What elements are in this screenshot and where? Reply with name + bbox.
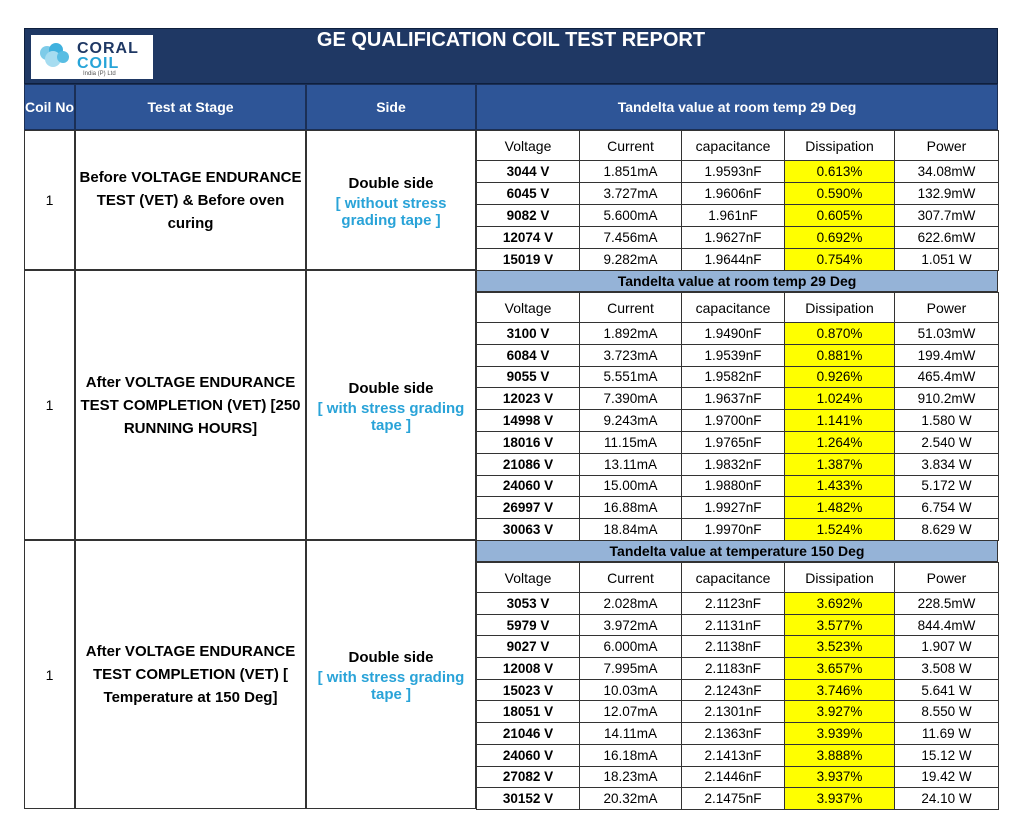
dissipation-cell: 1.024% — [785, 388, 895, 410]
capacitance-cell: 2.1446nF — [682, 766, 785, 788]
voltage-cell: 3100 V — [477, 323, 580, 345]
dissipation-cell: 3.939% — [785, 723, 895, 745]
current-cell: 9.243mA — [580, 410, 682, 432]
side-main: Double side — [348, 649, 434, 666]
voltage-cell: 5979 V — [477, 614, 580, 636]
table-row — [477, 227, 999, 249]
table-row — [477, 366, 999, 388]
table-row — [477, 344, 999, 366]
column-header: capacitance — [682, 563, 785, 593]
power-cell: 228.5mW — [895, 593, 999, 615]
capacitance-cell: 2.1413nF — [682, 744, 785, 766]
table-row — [477, 519, 999, 541]
capacitance-cell: 1.9582nF — [682, 366, 785, 388]
power-cell: 8.629 W — [895, 519, 999, 541]
power-cell: 5.641 W — [895, 679, 999, 701]
dissipation-cell: 0.590% — [785, 183, 895, 205]
voltage-cell: 12023 V — [477, 388, 580, 410]
column-header: Power — [895, 563, 999, 593]
current-cell: 5.551mA — [580, 366, 682, 388]
voltage-cell: 18016 V — [477, 431, 580, 453]
power-cell: 910.2mW — [895, 388, 999, 410]
capacitance-cell: 1.9637nF — [682, 388, 785, 410]
power-cell: 15.12 W — [895, 744, 999, 766]
table-row — [477, 593, 999, 615]
header-side: Side — [306, 84, 476, 130]
dissipation-cell: 1.141% — [785, 410, 895, 432]
column-header: capacitance — [682, 293, 785, 323]
power-cell: 1.580 W — [895, 410, 999, 432]
current-cell: 7.390mA — [580, 388, 682, 410]
side-description — [306, 540, 476, 809]
test-stage-description: After VOLTAGE ENDURANCE TEST COMPLETION (VET) [ Temperature at 150 Deg] — [75, 540, 306, 809]
voltage-cell: 18051 V — [477, 701, 580, 723]
dissipation-cell: 1.264% — [785, 431, 895, 453]
capacitance-cell: 1.9970nF — [682, 519, 785, 541]
header-coil-no: Coil No — [24, 84, 75, 130]
dissipation-cell: 1.433% — [785, 475, 895, 497]
power-cell: 11.69 W — [895, 723, 999, 745]
voltage-cell: 3044 V — [477, 161, 580, 183]
voltage-cell: 6084 V — [477, 344, 580, 366]
capacitance-cell: 1.9490nF — [682, 323, 785, 345]
voltage-cell: 12008 V — [477, 658, 580, 680]
voltage-cell: 15023 V — [477, 679, 580, 701]
current-cell: 6.000mA — [580, 636, 682, 658]
capacitance-cell: 1.9832nF — [682, 453, 785, 475]
table-row — [477, 701, 999, 723]
capacitance-cell: 2.1363nF — [682, 723, 785, 745]
side-description — [306, 270, 476, 540]
capacitance-cell: 1.9539nF — [682, 344, 785, 366]
power-cell: 622.6mW — [895, 227, 999, 249]
table-row — [477, 249, 999, 271]
dissipation-cell: 3.927% — [785, 701, 895, 723]
capacitance-cell: 1.9765nF — [682, 431, 785, 453]
capacitance-cell: 2.1138nF — [682, 636, 785, 658]
column-header: capacitance — [682, 131, 785, 161]
voltage-cell: 14998 V — [477, 410, 580, 432]
table-row — [477, 636, 999, 658]
dissipation-cell: 1.524% — [785, 519, 895, 541]
side-main: Double side — [348, 174, 434, 192]
capacitance-cell: 2.1301nF — [682, 701, 785, 723]
column-header: Dissipation — [785, 563, 895, 593]
column-header: Power — [895, 131, 999, 161]
column-header: Voltage — [477, 131, 580, 161]
current-cell: 3.972mA — [580, 614, 682, 636]
test-stage-description: After VOLTAGE ENDURANCE TEST COMPLETION (VET) [250 RUNNING HOURS] — [75, 270, 306, 540]
dissipation-cell: 0.605% — [785, 205, 895, 227]
side-sub: [ with stress grading tape ] — [317, 399, 465, 434]
capacitance-cell: 1.9927nF — [682, 497, 785, 519]
voltage-cell: 30063 V — [477, 519, 580, 541]
capacitance-cell: 1.9593nF — [682, 161, 785, 183]
table-row — [477, 205, 999, 227]
side-sub: [ with stress grading tape ] — [317, 669, 465, 703]
dissipation-cell: 0.870% — [785, 323, 895, 345]
capacitance-cell: 2.1475nF — [682, 788, 785, 810]
capacitance-cell: 1.9700nF — [682, 410, 785, 432]
dissipation-cell: 3.746% — [785, 679, 895, 701]
table-row — [477, 388, 999, 410]
table-row — [477, 766, 999, 788]
table-row — [477, 431, 999, 453]
table-row — [477, 497, 999, 519]
current-cell: 5.600mA — [580, 205, 682, 227]
voltage-cell: 12074 V — [477, 227, 580, 249]
power-cell: 1.051 W — [895, 249, 999, 271]
column-header: Voltage — [477, 293, 580, 323]
current-cell: 18.23mA — [580, 766, 682, 788]
current-cell: 16.18mA — [580, 744, 682, 766]
voltage-cell: 9027 V — [477, 636, 580, 658]
capacitance-cell: 1.9644nF — [682, 249, 785, 271]
tandelta-section-header: Tandelta value at temperature 150 Deg — [476, 540, 998, 562]
voltage-cell: 21046 V — [477, 723, 580, 745]
power-cell: 5.172 W — [895, 475, 999, 497]
power-cell: 34.08mW — [895, 161, 999, 183]
dissipation-cell: 3.523% — [785, 636, 895, 658]
voltage-cell: 21086 V — [477, 453, 580, 475]
table-row — [477, 410, 999, 432]
current-cell: 1.851mA — [580, 161, 682, 183]
current-cell: 11.15mA — [580, 431, 682, 453]
voltage-cell: 24060 V — [477, 475, 580, 497]
capacitance-cell: 2.1123nF — [682, 593, 785, 615]
current-cell: 16.88mA — [580, 497, 682, 519]
side-sub: [ without stress grading tape ] — [335, 194, 447, 229]
dissipation-cell: 3.692% — [785, 593, 895, 615]
voltage-cell: 9082 V — [477, 205, 580, 227]
voltage-cell: 26997 V — [477, 497, 580, 519]
column-header: Dissipation — [785, 131, 895, 161]
power-cell: 3.834 W — [895, 453, 999, 475]
capacitance-cell: 1.9880nF — [682, 475, 785, 497]
side-description — [306, 130, 476, 270]
dissipation-cell: 3.657% — [785, 658, 895, 680]
capacitance-cell: 2.1183nF — [682, 658, 785, 680]
table-row — [477, 679, 999, 701]
test-stage-description: Before VOLTAGE ENDURANCE TEST (VET) & Before oven curing — [75, 130, 306, 270]
column-header-row — [477, 131, 999, 161]
dissipation-cell: 1.387% — [785, 453, 895, 475]
voltage-cell: 9055 V — [477, 366, 580, 388]
current-cell: 7.995mA — [580, 658, 682, 680]
voltage-cell: 6045 V — [477, 183, 580, 205]
current-cell: 15.00mA — [580, 475, 682, 497]
column-header: Voltage — [477, 563, 580, 593]
power-cell: 132.9mW — [895, 183, 999, 205]
power-cell: 19.42 W — [895, 766, 999, 788]
logo-tagline: India (P) Ltd — [83, 71, 116, 77]
power-cell: 465.4mW — [895, 366, 999, 388]
capacitance-cell: 2.1131nF — [682, 614, 785, 636]
page-title: GE QUALIFICATION COIL TEST REPORT — [316, 29, 706, 51]
power-cell: 51.03mW — [895, 323, 999, 345]
measurement-table — [476, 130, 999, 271]
table-row — [477, 658, 999, 680]
table-row — [477, 183, 999, 205]
dissipation-cell: 3.937% — [785, 788, 895, 810]
power-cell: 3.508 W — [895, 658, 999, 680]
voltage-cell: 15019 V — [477, 249, 580, 271]
power-cell: 199.4mW — [895, 344, 999, 366]
voltage-cell: 30152 V — [477, 788, 580, 810]
power-cell: 2.540 W — [895, 431, 999, 453]
dissipation-cell: 1.482% — [785, 497, 895, 519]
capacitance-cell: 1.961nF — [682, 205, 785, 227]
table-row — [477, 453, 999, 475]
current-cell: 1.892mA — [580, 323, 682, 345]
side-main: Double side — [348, 379, 434, 397]
tandelta-section-header: Tandelta value at room temp 29 Deg — [476, 270, 998, 292]
table-row — [477, 161, 999, 183]
dissipation-cell: 0.692% — [785, 227, 895, 249]
dissipation-cell: 0.926% — [785, 366, 895, 388]
table-row — [477, 323, 999, 345]
column-header-row — [477, 563, 999, 593]
capacitance-cell: 2.1243nF — [682, 679, 785, 701]
dissipation-cell: 0.881% — [785, 344, 895, 366]
table-row — [477, 614, 999, 636]
table-row — [477, 475, 999, 497]
capacitance-cell: 1.9606nF — [682, 183, 785, 205]
coil-number: 1 — [24, 130, 75, 270]
header-tandelta: Tandelta value at room temp 29 Deg — [476, 84, 998, 130]
power-cell: 307.7mW — [895, 205, 999, 227]
voltage-cell: 27082 V — [477, 766, 580, 788]
column-header: Current — [580, 563, 682, 593]
power-cell: 844.4mW — [895, 614, 999, 636]
column-header: Dissipation — [785, 293, 895, 323]
voltage-cell: 3053 V — [477, 593, 580, 615]
logo-line2: COIL — [77, 55, 120, 72]
current-cell: 3.727mA — [580, 183, 682, 205]
current-cell: 9.282mA — [580, 249, 682, 271]
power-cell: 1.907 W — [895, 636, 999, 658]
dissipation-cell: 3.888% — [785, 744, 895, 766]
measurement-table — [476, 562, 999, 810]
current-cell: 10.03mA — [580, 679, 682, 701]
current-cell: 2.028mA — [580, 593, 682, 615]
current-cell: 14.11mA — [580, 723, 682, 745]
header-test-stage: Test at Stage — [75, 84, 306, 130]
report-title-bar — [24, 28, 998, 84]
coil-number: 1 — [24, 270, 75, 540]
column-header: Current — [580, 293, 682, 323]
table-row — [477, 744, 999, 766]
current-cell: 13.11mA — [580, 453, 682, 475]
current-cell: 12.07mA — [580, 701, 682, 723]
dissipation-cell: 0.613% — [785, 161, 895, 183]
current-cell: 20.32mA — [580, 788, 682, 810]
column-header: Current — [580, 131, 682, 161]
column-header-row — [477, 293, 999, 323]
dissipation-cell: 3.577% — [785, 614, 895, 636]
power-cell: 6.754 W — [895, 497, 999, 519]
coil-number: 1 — [24, 540, 75, 809]
column-header: Power — [895, 293, 999, 323]
dissipation-cell: 0.754% — [785, 249, 895, 271]
table-row — [477, 723, 999, 745]
current-cell: 7.456mA — [580, 227, 682, 249]
measurement-table — [476, 292, 999, 541]
capacitance-cell: 1.9627nF — [682, 227, 785, 249]
voltage-cell: 24060 V — [477, 744, 580, 766]
dissipation-cell: 3.937% — [785, 766, 895, 788]
power-cell: 8.550 W — [895, 701, 999, 723]
power-cell: 24.10 W — [895, 788, 999, 810]
logo-line1: CORAL — [77, 40, 139, 57]
current-cell: 3.723mA — [580, 344, 682, 366]
current-cell: 18.84mA — [580, 519, 682, 541]
table-row — [477, 788, 999, 810]
